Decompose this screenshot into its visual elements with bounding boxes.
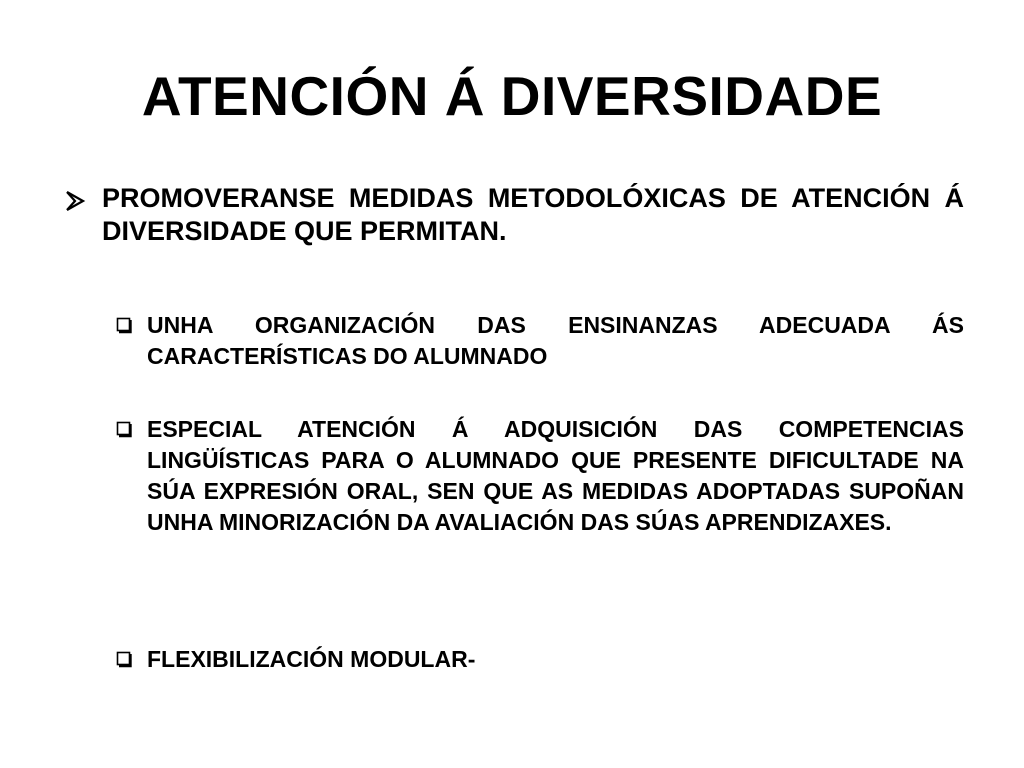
sub-point-item [116, 414, 964, 538]
hollow-square-bullet-icon [116, 317, 133, 334]
arrowhead-bullet-icon [64, 190, 86, 212]
hollow-square-bullet-icon [116, 651, 133, 668]
sub-point-item [116, 644, 964, 675]
sub-point-text: ESPECIAL ATENCIÓN Á ADQUISICIÓN DAS COMPETENCIAS LINGÜÍSTICAS PARA O ALUMNADO QUE PRESENTE DIFICULTADE NA SÚA EXPRESIÓN ORAL, SEN QUE AS MEDIDAS ADOPTADAS SUPOÑAN UNHA MINORIZACIÓN DA AVALIACIÓN DAS SÚAS APRENDIZAXES. [147, 416, 964, 535]
main-bullet-point [60, 182, 964, 248]
main-point-text: PROMOVERANSE MEDIDAS METODOLÓXICAS DE ATENCIÓN Á DIVERSIDADE QUE PERMITAN. [102, 183, 964, 246]
hollow-square-bullet-icon [116, 421, 133, 438]
sub-point-item [116, 310, 964, 372]
sub-point-text: UNHA ORGANIZACIÓN DAS ENSINANZAS ADECUADA ÁS CARACTERÍSTICAS DO ALUMNADO [147, 312, 964, 369]
sub-point-text: FLEXIBILIZACIÓN MODULAR- [147, 646, 476, 672]
slide-title: ATENCIÓN Á DIVERSIDADE [141, 65, 883, 127]
